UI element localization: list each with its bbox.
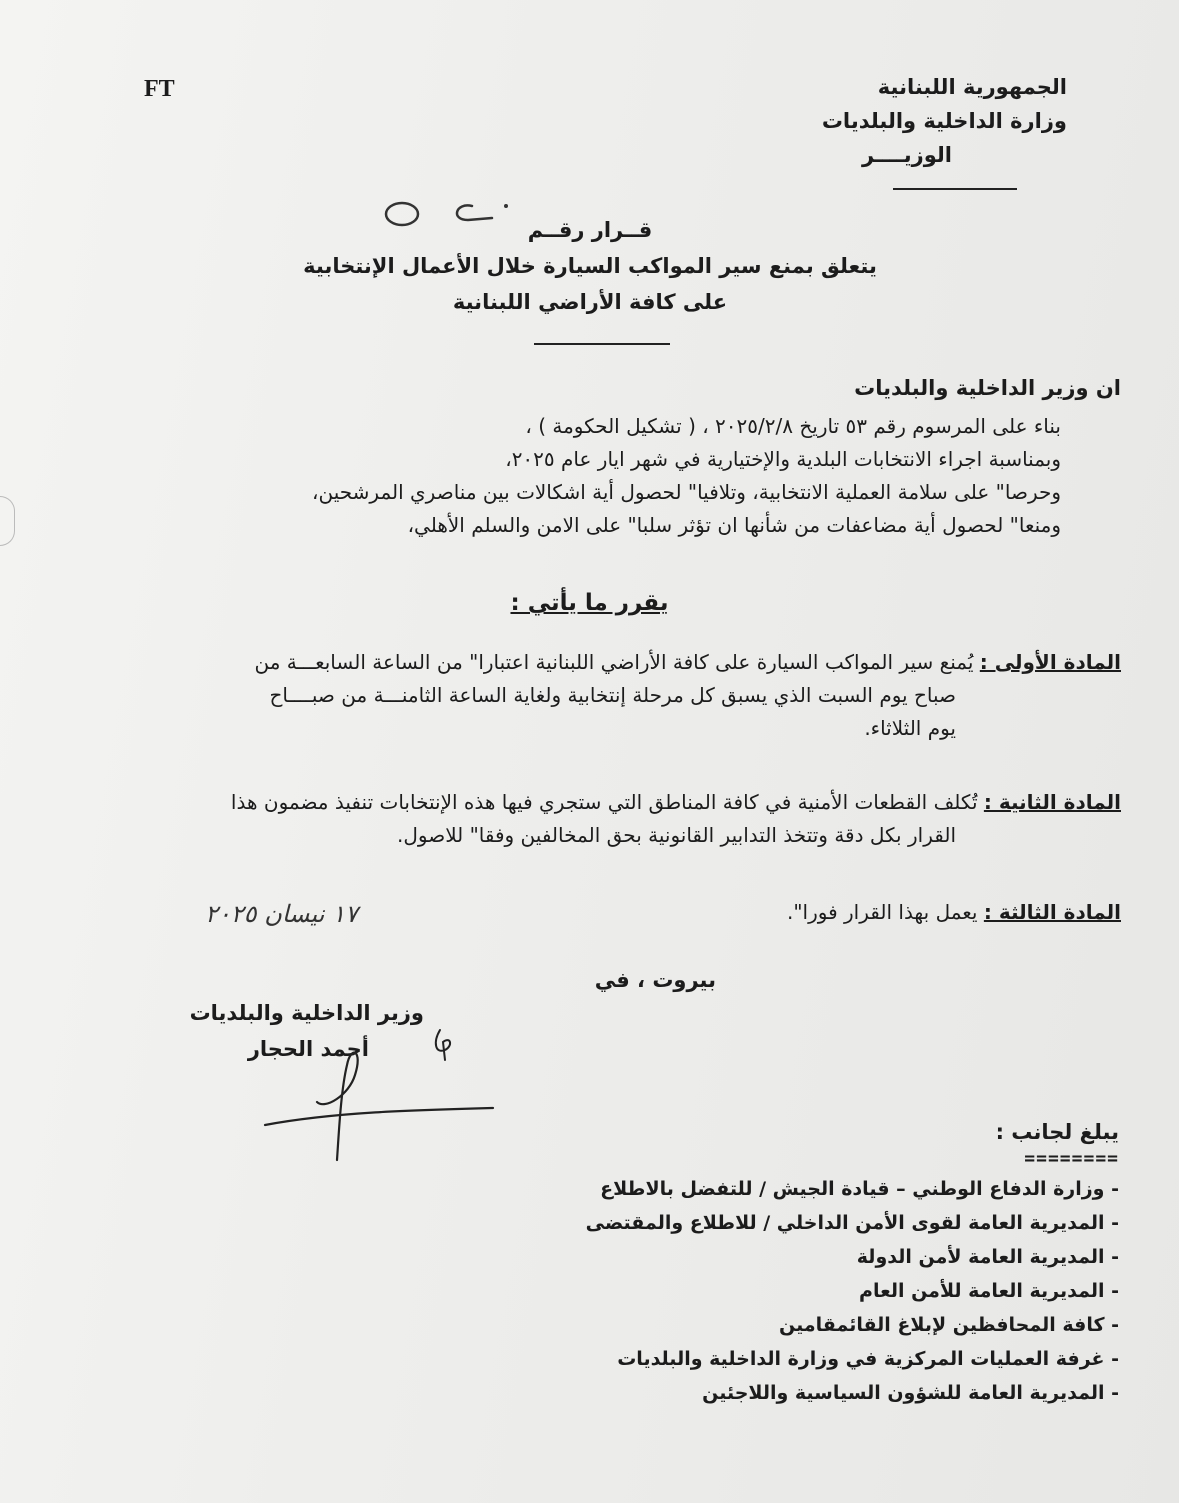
list-item: - المديرية العامة لأمن الدولة xyxy=(856,1246,1119,1268)
article-text: يُمنع سير المواكب السيارة على كافة الأراضي اللبنانية اعتبارا" من الساعة السابعـــة من xyxy=(254,650,974,674)
article-1 xyxy=(101,646,1121,745)
republic-name: الجمهورية اللبنانية xyxy=(877,75,1067,99)
preamble-line: ومنعا" لحصول أية مضاعفات من شأنها ان تؤثر سلبا" على الامن والسلم الأهلي، xyxy=(407,513,1061,537)
article-text: يعمل بهذا القرار فورا". xyxy=(786,900,978,924)
decision-title xyxy=(230,212,950,320)
minister-heading: الوزيــــر xyxy=(862,143,952,167)
article-text: القرار بكل دقة وتتخذ التدابير القانونية بحق المخالفين وفقا" للاصول. xyxy=(396,823,956,847)
document-code: FT xyxy=(144,76,175,102)
list-item: - المديرية العامة للأمن العام xyxy=(859,1280,1119,1302)
article-label: المادة الثانية : xyxy=(983,790,1121,814)
preamble-line: وحرصا" على سلامة العملية الانتخابية، وتلافيا" لحصول أية اشكالات بين مناصري المرشحين، xyxy=(312,480,1061,504)
article-text: صباح يوم السبت الذي يسبق كل مرحلة إنتخابية ولغاية الساعة الثامنـــة من صبــــاح xyxy=(269,683,956,707)
article-text: تُكلف القطعات الأمنية في كافة المناطق التي ستجري فيها هذه الإنتخابات تنفيذ مضمون هذا xyxy=(230,790,978,814)
article-label: المادة الأولى : xyxy=(979,650,1121,674)
distribution-list xyxy=(499,1172,1119,1410)
handwritten-date: ١٧ نيسان ٢٠٢٥ xyxy=(205,900,358,928)
article-text: يوم الثلاثاء. xyxy=(864,716,956,740)
title-divider xyxy=(534,343,670,345)
article-2 xyxy=(101,786,1121,852)
distribution-separator: ======== xyxy=(1024,1148,1119,1169)
decides-heading: يقرر ما يأتي : xyxy=(510,590,669,616)
preamble-line: بناء على المرسوم رقم ٥٣ تاريخ ٢٠٢٥/٢/٨ ، ( تشكيل الحكومة ) ، xyxy=(525,414,1061,438)
signatory-name: أحمد الحجار xyxy=(247,1037,369,1061)
distribution-title: يبلغ لجانب : xyxy=(995,1120,1119,1144)
signatory-title: وزير الداخلية والبلديات xyxy=(189,1001,424,1025)
list-item: - المديرية العامة للشؤون السياسية واللاجئين xyxy=(702,1382,1119,1404)
list-item: - غرفة العمليات المركزية في وزارة الداخلية والبلديات xyxy=(617,1348,1119,1370)
punch-hole-mark xyxy=(0,496,15,546)
list-item: - المديرية العامة لقوى الأمن الداخلي / للاطلاع والمقتضى xyxy=(585,1212,1119,1234)
letterhead xyxy=(747,70,1067,172)
ministry-name: وزارة الداخلية والبلديات xyxy=(821,109,1067,133)
preamble-intro: ان وزير الداخلية والبلديات xyxy=(854,376,1121,400)
handwritten-signature xyxy=(255,1020,505,1170)
place-date-line: بيروت ، في xyxy=(594,968,716,992)
preamble-line: وبمناسبة اجراء الانتخابات البلدية والإختيارية في شهر ايار عام ٢٠٢٥، xyxy=(505,447,1061,471)
decision-subject-line-1: يتعلق بمنع سير المواكب السيارة خلال الأعمال الإنتخابية xyxy=(303,254,877,278)
article-label: المادة الثالثة : xyxy=(983,900,1121,924)
decision-number-label: قــرار رقــم xyxy=(527,218,653,242)
decision-subject-line-2: على كافة الأراضي اللبنانية xyxy=(452,290,728,314)
list-item: - وزارة الدفاع الوطني – قيادة الجيش / للتفضل بالاطلاع xyxy=(600,1178,1119,1200)
header-divider xyxy=(893,188,1017,190)
list-item: - كافة المحافظين لإبلاغ القائمقامين xyxy=(779,1314,1119,1336)
preamble xyxy=(61,410,1061,542)
